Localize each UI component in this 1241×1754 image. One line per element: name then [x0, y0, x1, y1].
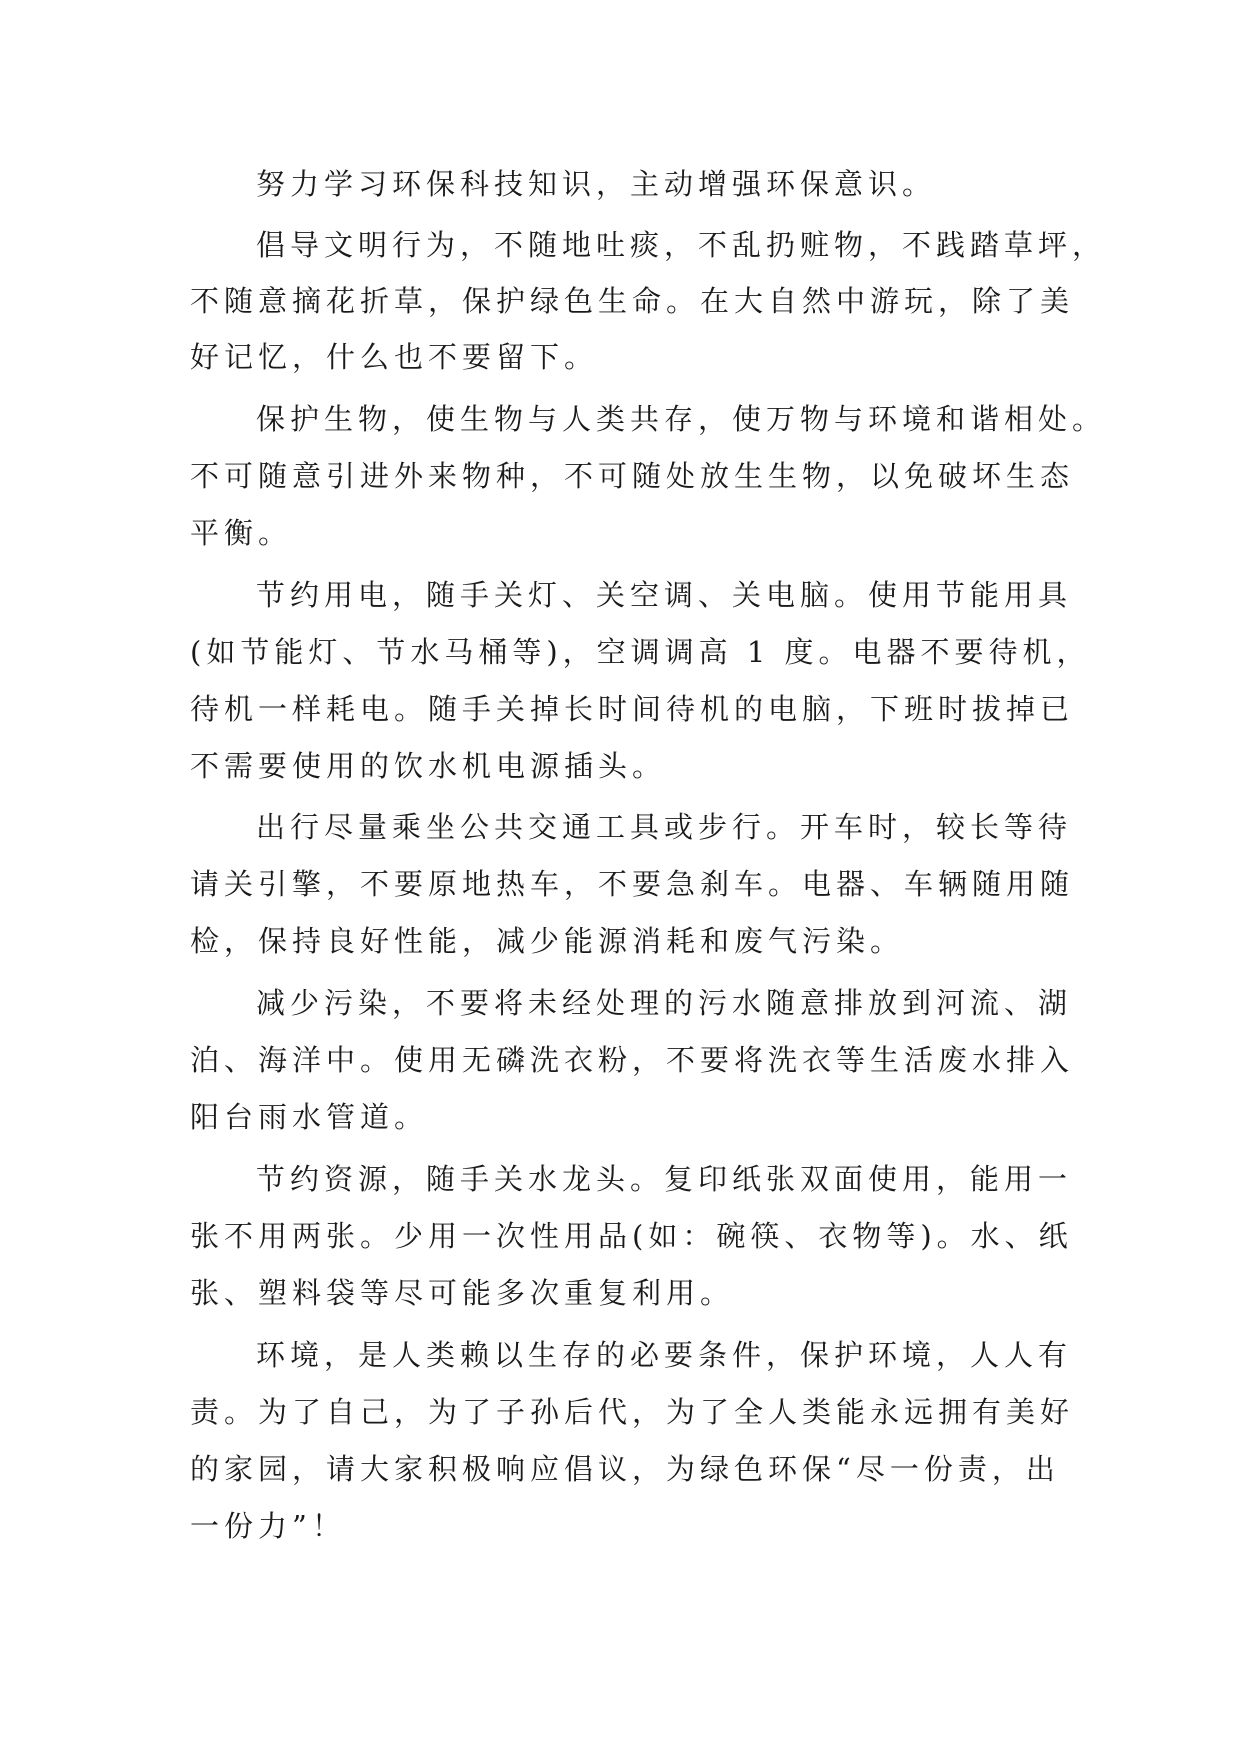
paragraph-line: 责。为了自己，为了子孙后代，为了全人类能永远拥有美好 [190, 1395, 1075, 1429]
paragraph-line: 好记忆，什么也不要留下。 [190, 340, 599, 374]
paragraph-line: 努力学习环保科技知识，主动增强环保意识。 [256, 167, 937, 201]
paragraph-line: 一份力”！ [190, 1509, 346, 1543]
paragraph-line: 节约用电，随手关灯、关空调、关电脑。使用节能用具 [256, 578, 1073, 612]
paragraph-line: 平衡。 [190, 516, 293, 550]
paragraph-line: 不需要使用的饮水机电源插头。 [190, 749, 667, 783]
paragraph-line: 张、塑料袋等尽可能多次重复利用。 [190, 1276, 735, 1310]
paragraph-line: (如节能灯、节水马桶等)，空调调高 1 度。电器不要待机， [190, 635, 1091, 669]
paragraph-line: 节约资源，随手关水龙头。复印纸张双面使用，能用一 [256, 1162, 1073, 1196]
paragraph-line: 张不用两张。少用一次性用品(如：碗筷、衣物等)。水、纸 [190, 1219, 1073, 1253]
paragraph-line: 出行尽量乘坐公共交通工具或步行。开车时，较长等待 [256, 810, 1073, 844]
paragraph-line: 检，保持良好性能，减少能源消耗和废气污染。 [190, 924, 905, 958]
paragraph-line: 不随意摘花折草，保护绿色生命。在大自然中游玩，除了美 [190, 284, 1075, 318]
paragraph-line: 请关引擎，不要原地热车，不要急刹车。电器、车辆随用随 [190, 867, 1075, 901]
paragraph-line: 减少污染，不要将未经处理的污水随意排放到河流、湖 [256, 986, 1073, 1020]
paragraph-line: 的家园，请大家积极响应倡议，为绿色环保“尽一份责，出 [190, 1452, 1060, 1486]
paragraph-line: 泊、海洋中。使用无磷洗衣粉，不要将洗衣等生活废水排入 [190, 1043, 1075, 1077]
paragraph-line: 保护生物，使生物与人类共存，使万物与环境和谐相处。 [256, 402, 1107, 436]
paragraph-line: 阳台雨水管道。 [190, 1100, 429, 1134]
paragraph-line: 待机一样耗电。随手关掉长时间待机的电脑，下班时拔掉已 [190, 692, 1075, 726]
paragraph-line: 倡导文明行为，不随地吐痰，不乱扔赃物，不践踏草坪， [256, 228, 1107, 262]
paragraph-line: 不可随意引进外来物种，不可随处放生生物，以免破坏生态 [190, 459, 1075, 493]
paragraph-line: 环境，是人类赖以生存的必要条件，保护环境，人人有 [256, 1338, 1073, 1372]
